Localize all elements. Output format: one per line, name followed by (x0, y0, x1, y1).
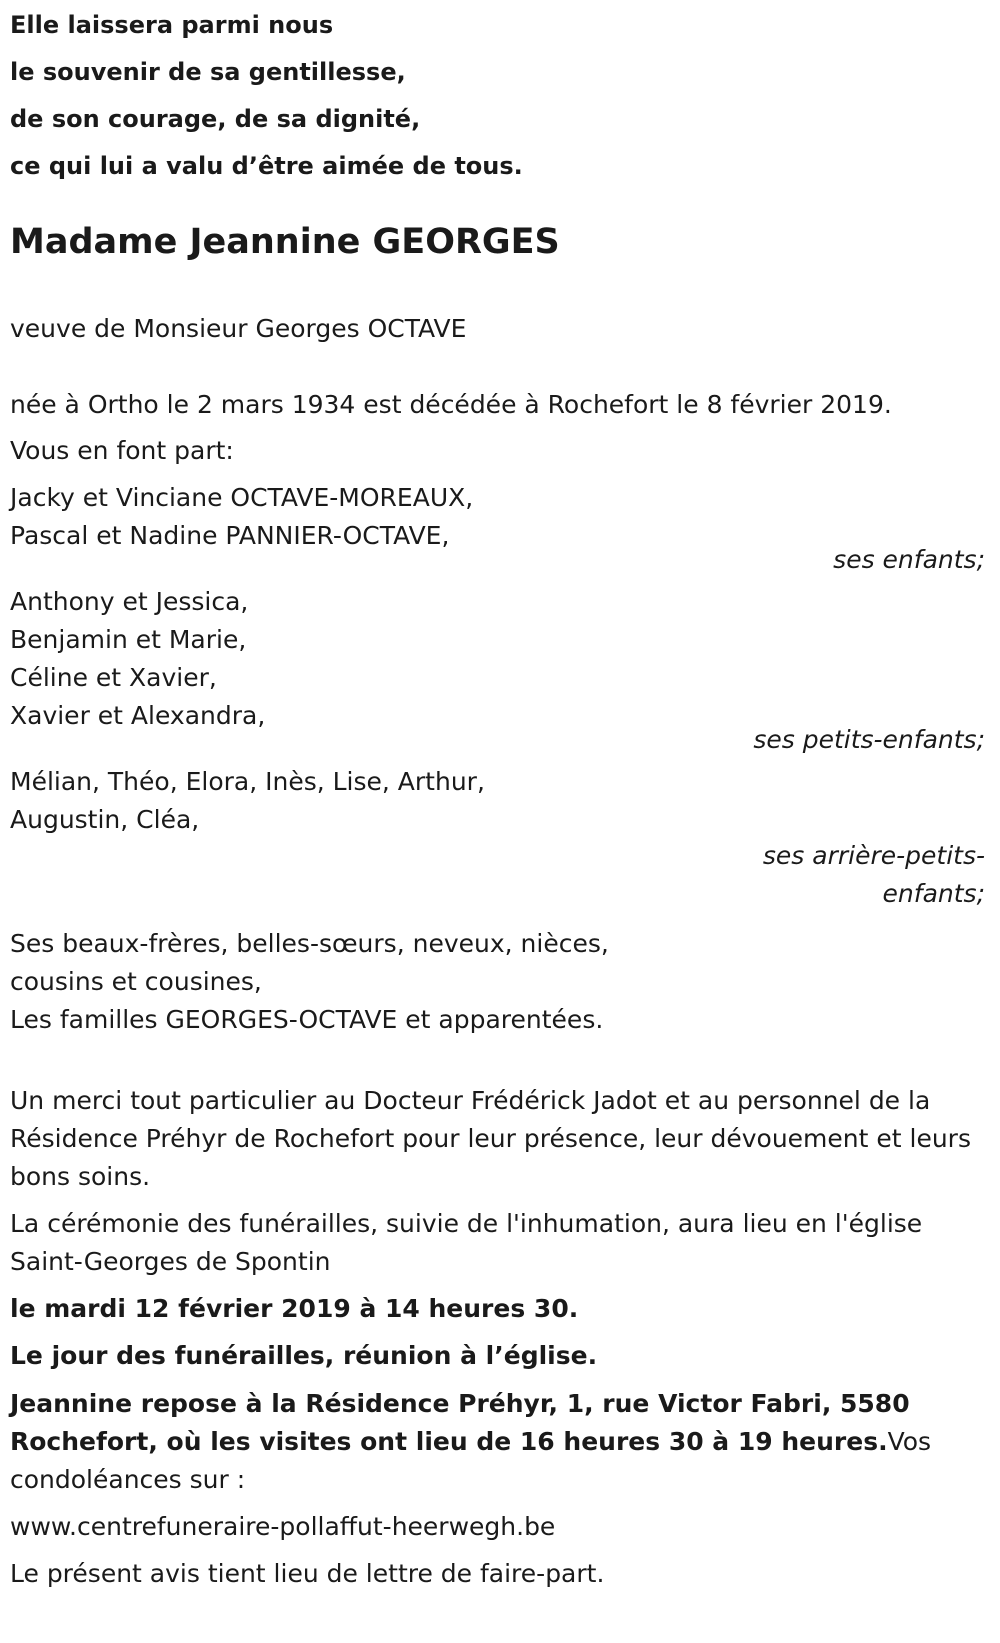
widow-of: veuve de Monsieur Georges OCTAVE (10, 314, 467, 343)
obituary-notice (10, 0, 990, 1593)
verse-line: de son courage, de sa dignité, (10, 105, 421, 133)
meeting: Le jour des funérailles, réunion à l’église. (10, 1341, 598, 1370)
notice: Le présent avis tient lieu de lettre de faire-part. (10, 1559, 605, 1588)
extended-family-line: Les familles GEORGES-OCTAVE et apparentées. (10, 1005, 604, 1034)
extended-family (10, 925, 990, 1039)
condolences-label: Vos condoléances sur : (10, 1427, 932, 1494)
announce: Vous en font part: (10, 436, 234, 465)
repose (10, 1385, 990, 1499)
thanks: Un merci tout particulier au Docteur Frédérick Jadot et au personnel de la Résidence Préhyr de Rochefort pour leur présence, leur dévouement et leurs bons soins. (10, 1086, 971, 1191)
grandchild-name: Benjamin et Marie, (10, 625, 247, 654)
great-grandchildren-relation-2: enfants; (882, 879, 985, 908)
great-grandchild-name: Augustin, Cléa, (10, 805, 200, 834)
ceremony-date: le mardi 12 février 2019 à 14 heures 30. (10, 1294, 579, 1323)
verse-line: le souvenir de sa gentillesse, (10, 58, 406, 86)
children-name: Jacky et Vinciane OCTAVE-MOREAUX, (10, 483, 474, 512)
extended-family-line: cousins et cousines, (10, 967, 262, 996)
birth-death: née à Ortho le 2 mars 1934 est décédée à Rochefort le 8 février 2019. (10, 390, 892, 419)
ceremony: La cérémonie des funérailles, suivie de l'inhumation, aura lieu en l'église Saint-Georges de Spontin (10, 1209, 923, 1276)
grandchild-name: Céline et Xavier, (10, 663, 217, 692)
great-grandchild-name: Mélian, Théo, Elora, Inès, Lise, Arthur, (10, 767, 485, 796)
grandchildren-group (10, 583, 990, 759)
website-link[interactable]: www.centrefuneraire-pollaffut-heerwegh.be (10, 1512, 556, 1541)
grandchild-name: Anthony et Jessica, (10, 587, 249, 616)
verse-line: ce qui lui a valu d’être aimée de tous. (10, 152, 523, 180)
children-name: Pascal et Nadine PANNIER-OCTAVE, (10, 521, 450, 550)
great-grandchildren-group (10, 763, 990, 913)
extended-family-line: Ses beaux-frères, belles-sœurs, neveux, nièces, (10, 929, 609, 958)
children-group (10, 479, 990, 579)
grandchild-name: Xavier et Alexandra, (10, 701, 266, 730)
repose-details: Jeannine repose à la Résidence Préhyr, 1, rue Victor Fabri, 5580 Rochefort, où les visites ont lieu de 16 heures 30 à 19 heures. (10, 1389, 910, 1456)
children-relation: ses enfants; (833, 545, 985, 574)
deceased-name: Madame Jeannine GEORGES (10, 222, 560, 262)
grandchildren-relation: ses petits-enfants; (753, 725, 985, 754)
verse (10, 0, 990, 190)
great-grandchildren-relation-1: ses arrière-petits- (762, 841, 985, 870)
verse-line: Elle laissera parmi nous (10, 11, 334, 39)
